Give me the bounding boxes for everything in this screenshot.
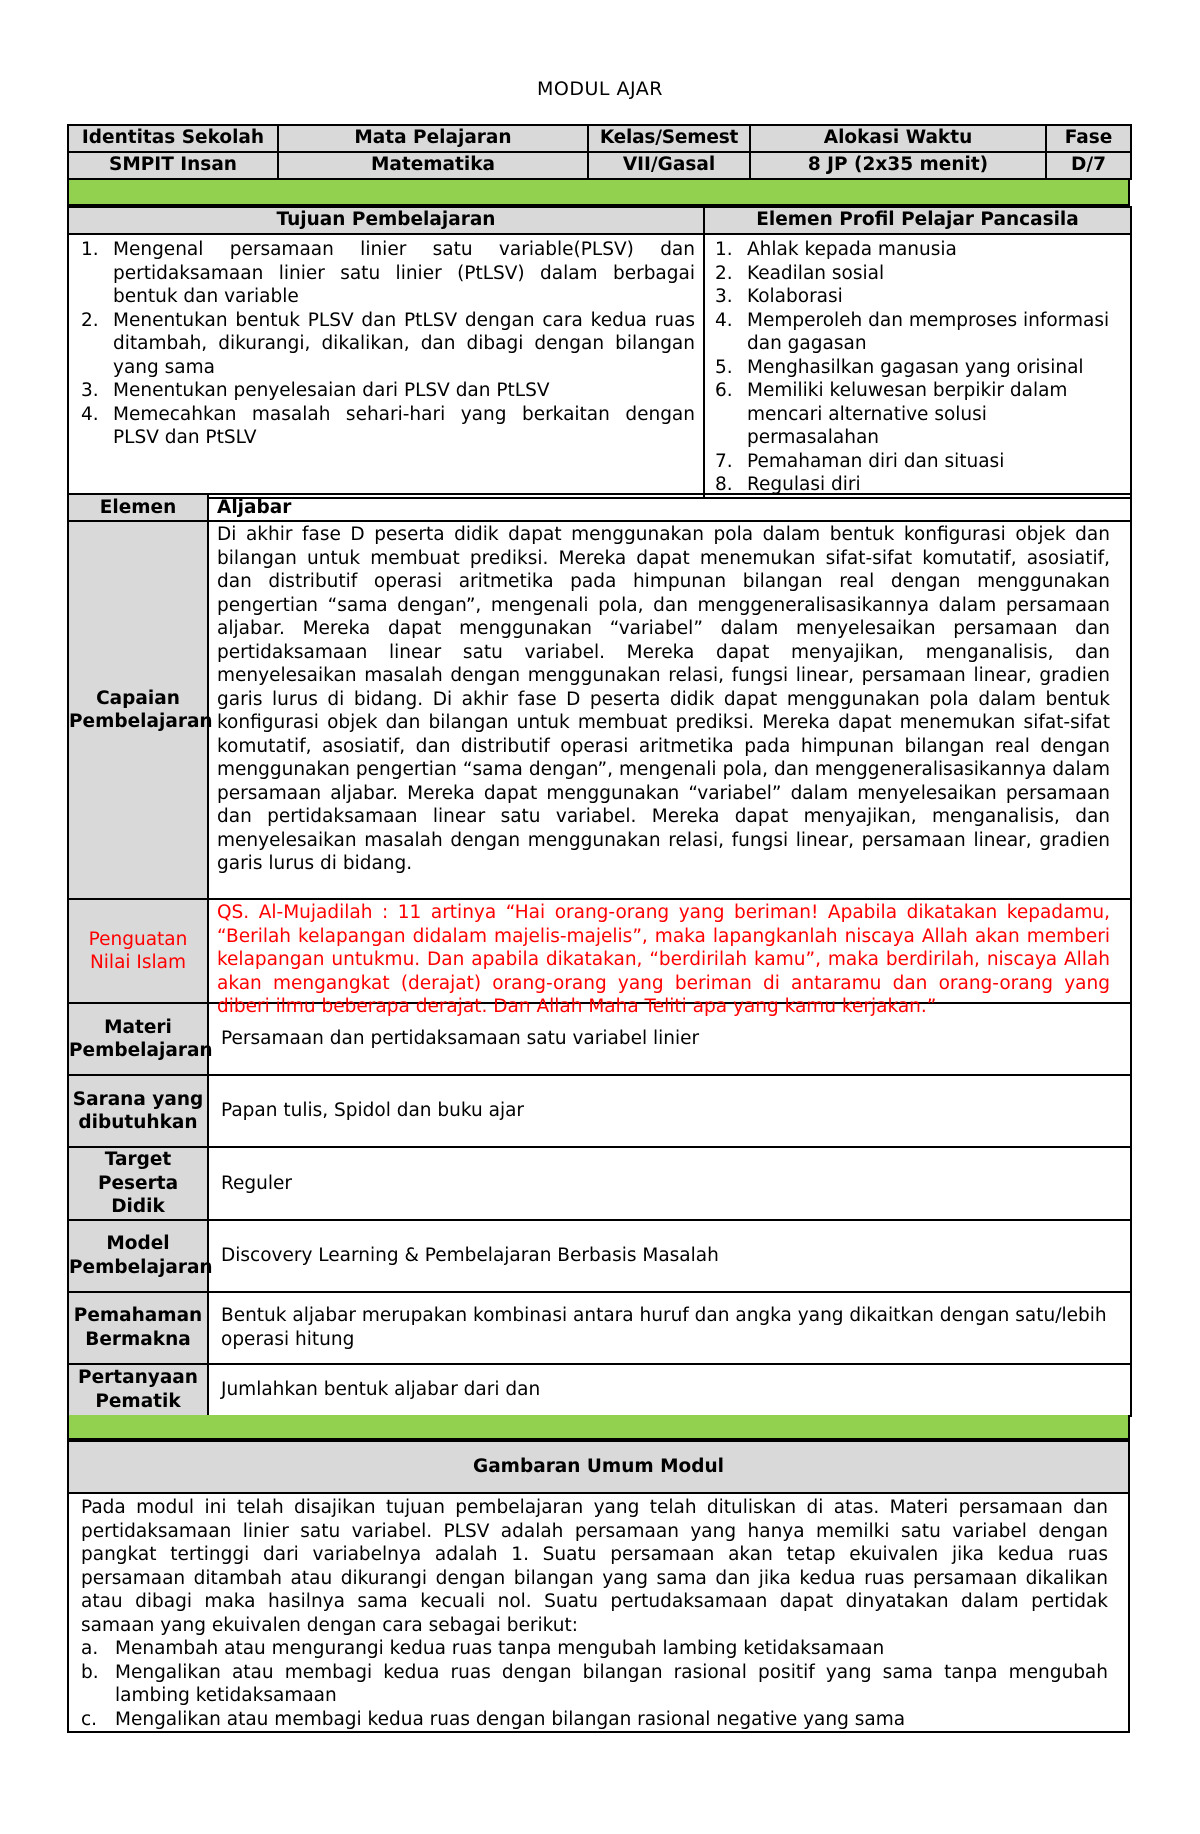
profile-list-cell bbox=[704, 234, 1131, 498]
penguatan-text: QS. Al-Mujadilah : 11 artinya “Hai orang-orang yang beriman! Apabila dikatakan kepadamu, “Berilah kelapangan didalam majelis-majelis”, maka lapangkanlah niscaya Allah akan memberi kelapangan untukmu. Dan apabila dikatakan, “berdirilah kamu”, maka berdirilah, niscaya Allah akan mengangkat (derajat) orang-orang yang beriman di antaramu dan orang-orang yang diberi ilmu beberapa derajat. Dan Allah Maha Teliti apa yang kamu kerjakan.” bbox=[208, 899, 1131, 1003]
identity-value-phase: D/7 bbox=[1046, 152, 1131, 179]
profile-item: 8. Regulasi diri bbox=[715, 474, 861, 495]
gambaran-item: a. Menambah atau mengurangi kedua ruas tanpa mengubah lambing ketidaksamaan bbox=[81, 1638, 885, 1659]
pertanyaan-value: Jumlahkan bentuk aljabar dari dan bbox=[208, 1364, 1131, 1416]
materi-value: Persamaan dan pertidaksamaan satu variabel linier bbox=[208, 1003, 1131, 1075]
gambaran-item: c. Mengalikan atau membagi kedua ruas dengan bilangan rasional negative yang sama bbox=[81, 1708, 906, 1730]
gambaran-header: Gambaran Umum Modul bbox=[68, 1441, 1129, 1493]
profile-item: 5. Menghasilkan gagasan yang orisinal bbox=[715, 356, 1084, 378]
capaian-label: Capaian Pembelajaran bbox=[68, 521, 208, 899]
gambaran-table bbox=[67, 1440, 1130, 1733]
pertanyaan-label: Pertanyaan Pematik bbox=[68, 1364, 208, 1416]
materi-label: Materi Pembelajaran bbox=[68, 1003, 208, 1075]
identity-value-class: VII/Gasal bbox=[588, 152, 750, 179]
pemahaman-value: Bentuk aljabar merupakan kombinasi antara huruf dan angka yang dikaitkan dengan satu/lebih operasi hitung bbox=[208, 1292, 1131, 1364]
details-table bbox=[67, 493, 1130, 1417]
identity-header-time: Alokasi Waktu bbox=[750, 125, 1046, 152]
objectives-header: Tujuan Pembelajaran bbox=[68, 207, 704, 234]
identity-table bbox=[67, 124, 1130, 180]
objectives-list-cell bbox=[68, 234, 704, 498]
green-divider bbox=[67, 180, 1130, 206]
profile-item: 4. Memperoleh dan memproses informasi dan gagasan bbox=[715, 309, 1110, 354]
profile-item: 7. Pemahaman diri dan situasi bbox=[715, 450, 1005, 472]
capaian-text: Di akhir fase D peserta didik dapat menggunakan pola dalam bentuk konfigurasi objek dan bilangan untuk membuat prediksi. Mereka dapat menemukan sifat-sifat komutatif, asosiatif, dan distributif operasi aritmetika pada himpunan bilangan real dengan menggunakan pengertian “sama dengan”, mengenali pola, dan menggeneralisasikannya dalam persamaan aljabar. Mereka dapat menggunakan “variabel” dalam menyelesaikan persamaan dan pertidaksamaan linear satu variabel. Mereka dapat menyajikan, menganalisis, dan menyelesaikan masalah dengan menggunakan relasi, fungsi linear, persamaan linear, gradien garis lurus di bidang. Di akhir fase D peserta didik dapat menggunakan pola dalam bentuk konfigurasi objek dan bilangan untuk membuat prediksi. Mereka dapat menemukan sifat-sifat komutatif, asosiatif, dan distributif operasi aritmetika pada himpunan bilangan real dengan menggunakan pengertian “sama dengan”, mengenali pola, dan menggeneralisasikannya dalam persamaan aljabar. Mereka dapat menggunakan “variabel” dalam menyelesaikan persamaan dan pertidaksamaan linear satu variabel. Mereka dapat menyajikan, menganalisis, dan menyelesaikan masalah dengan menggunakan relasi, fungsi linear, persamaan linear, gradien garis lurus di bidang. bbox=[208, 521, 1131, 899]
identity-value-school: SMPIT Insan bbox=[68, 152, 278, 179]
gambaran-list bbox=[81, 1637, 1108, 1731]
identity-value-time: 8 JP (2x35 menit) bbox=[750, 152, 1046, 179]
identity-header-class: Kelas/Semest bbox=[588, 125, 750, 152]
profile-item: 3. Kolaborasi bbox=[715, 286, 843, 307]
profile-item: 1. Ahlak kepada manusia bbox=[715, 239, 957, 260]
identity-header-phase: Fase bbox=[1046, 125, 1131, 152]
target-label: Target Peserta Didik bbox=[68, 1147, 208, 1220]
pemahaman-label: Pemahaman Bermakna bbox=[68, 1292, 208, 1364]
sarana-value: Papan tulis, Spidol dan buku ajar bbox=[208, 1075, 1131, 1147]
elemen-label: Elemen bbox=[68, 494, 208, 521]
document-title: MODUL AJAR bbox=[537, 78, 663, 100]
gambaran-text: Pada modul ini telah disajikan tujuan pembelajaran yang telah dituliskan di atas. Materi persamaan dan pertidaksamaan linier satu variabel. PLSV adalah persamaan yang hanya memilki satu variabel dengan pangkat tertinggi dari variabelnya adalah 1. Suatu persamaan akan tetap ekuivalen jika kedua ruas persamaan ditambah atau dikurangi dengan bilangan yang sama dan jika kedua ruas persamaan dikalikan atau dibagi maka hasilnya sama kecuali nol. Suatu pertudaksamaan dapat dinyatakan dalam pertidak samaan yang ekuivalen dengan cara sebagai berikut: bbox=[81, 1497, 1108, 1636]
model-value: Discovery Learning & Pembelajaran Berbasis Masalah bbox=[208, 1220, 1131, 1292]
identity-header-subject: Mata Pelajaran bbox=[278, 125, 588, 152]
objective-item: 3. Menentukan penyelesaian dari PLSV dan PtLSV bbox=[81, 380, 550, 401]
profile-item: 2. Keadilan sosial bbox=[715, 262, 885, 284]
objective-item: 1. Mengenal persamaan linier satu variable(PLSV) dan pertidaksamaan linier satu linier (PtLSV) dalam berbagai bentuk dan variable bbox=[81, 239, 695, 307]
identity-value-subject: Matematika bbox=[278, 152, 588, 179]
model-label: Model Pembelajaran bbox=[68, 1220, 208, 1292]
objectives-table bbox=[67, 206, 1130, 499]
gambaran-body bbox=[68, 1493, 1129, 1732]
profile-item: 6. Memiliki keluwesan berpikir dalam mencari alternative solusi permasalahan bbox=[715, 380, 1068, 448]
sarana-label: Sarana yang dibutuhkan bbox=[68, 1075, 208, 1147]
profile-list bbox=[711, 238, 1124, 497]
penguatan-label: Penguatan Nilai Islam bbox=[68, 899, 208, 1003]
elemen-value: Aljabar bbox=[208, 494, 1131, 521]
green-divider-2 bbox=[67, 1415, 1130, 1440]
target-value: Reguler bbox=[208, 1147, 1131, 1220]
objective-item: 2. Menentukan bentuk PLSV dan PtLSV dengan cara kedua ruas ditambah, dikurangi, dikalikan, dan dibagi dengan bilangan yang sama bbox=[81, 309, 695, 378]
profile-header: Elemen Profil Pelajar Pancasila bbox=[704, 207, 1131, 234]
gambaran-item: b. Mengalikan atau membagi kedua ruas dengan bilangan rasional positif yang sama tanpa mengubah lambing ketidaksamaan bbox=[81, 1661, 1108, 1706]
objectives-list bbox=[77, 238, 695, 450]
identity-header-school: Identitas Sekolah bbox=[68, 125, 278, 152]
objective-item: 4. Memecahkan masalah sehari-hari yang berkaitan dengan PLSV dan PtSLV bbox=[81, 403, 695, 448]
